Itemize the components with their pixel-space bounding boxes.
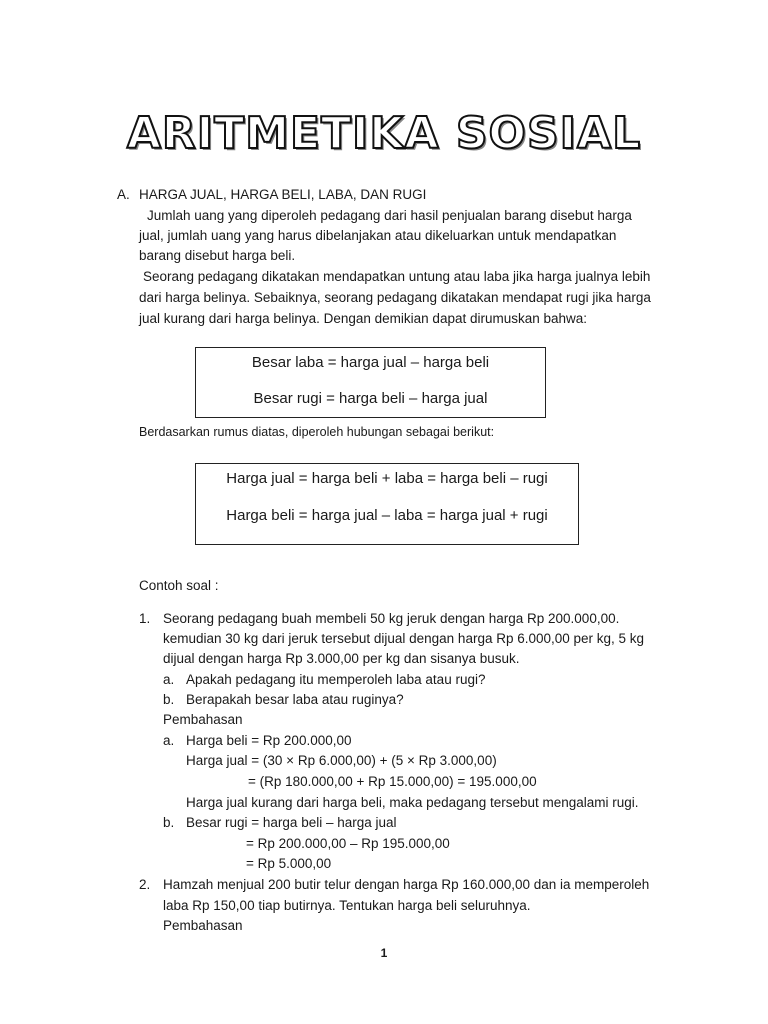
problem-2-line: Hamzah menjual 200 butir telur dengan harga Rp 160.000,00 dan ia memperoleh	[163, 877, 650, 892]
solution-a-line: Harga jual kurang dari harga beli, maka pedagang tersebut mengalami rugi.	[186, 795, 639, 810]
section-a-marker: A.	[117, 187, 130, 202]
solution-label: Pembahasan	[163, 918, 243, 933]
problem-1-line: dijual dengan harga Rp 3.000,00 per kg dan sisanya busuk.	[163, 651, 520, 666]
question-b: Berapakah besar laba atau ruginya?	[186, 692, 404, 707]
paragraph-line: Jumlah uang yang diperoleh pedagang dari hasil penjualan barang disebut harga	[147, 208, 632, 223]
examples-heading: Contoh soal :	[139, 578, 219, 593]
question-b-marker: b.	[163, 692, 175, 707]
formula-rugi: Besar rugi = harga beli – harga jual	[253, 390, 488, 407]
section-a-heading: HARGA JUAL, HARGA BELI, LABA, DAN RUGI	[139, 187, 427, 202]
formula-harga-jual: Harga jual = harga beli + laba = harga beli – rugi	[226, 470, 548, 487]
problem-1-number: 1.	[139, 611, 151, 626]
question-a-marker: a.	[163, 672, 175, 687]
problem-1-line: kemudian 30 kg dari jeruk tersebut dijual dengan harga Rp 6.000,00 per kg, 5 kg	[163, 631, 645, 646]
formula-harga-beli: Harga beli = harga jual – laba = harga jual + rugi	[226, 507, 548, 524]
paragraph-line: Seorang pedagang dikatakan mendapatkan untung atau laba jika harga jualnya lebih	[143, 269, 651, 284]
formula-box-harga	[195, 463, 579, 545]
paragraph-line: jual, jumlah uang yang harus dibelanjakan atau dikeluarkan untuk mendapatkan	[139, 228, 617, 243]
page-number: 1	[380, 946, 388, 960]
formula-box-laba-rugi	[195, 347, 546, 418]
paragraph-line: barang disebut harga beli.	[139, 248, 296, 263]
problem-1-line: Seorang pedagang buah membeli 50 kg jeruk dengan harga Rp 200.000,00.	[163, 611, 620, 626]
solution-label: Pembahasan	[163, 712, 243, 727]
solution-b-marker: b.	[163, 815, 175, 830]
bridge-text: Berdasarkan rumus diatas, diperoleh hubungan sebagai berikut:	[139, 425, 495, 439]
question-a: Apakah pedagang itu memperoleh laba atau rugi?	[186, 672, 486, 687]
solution-a-line: Harga beli = Rp 200.000,00	[186, 733, 352, 748]
solution-b-line: = Rp 5.000,00	[246, 856, 332, 871]
paragraph-line: jual kurang dari harga belinya. Dengan demikian dapat dirumuskan bahwa:	[139, 311, 588, 326]
solution-b-line: = Rp 200.000,00 – Rp 195.000,00	[246, 836, 450, 851]
paragraph-line: dari harga belinya. Sebaiknya, seorang pedagang dikatakan mendapat rugi jika harga	[139, 290, 651, 305]
problem-2-number: 2.	[139, 877, 151, 892]
solution-a-line: = (Rp 180.000,00 + Rp 15.000,00) = 195.000,00	[248, 774, 537, 789]
solution-a-line: Harga jual = (30 × Rp 6.000,00) + (5 × Rp 3.000,00)	[186, 753, 497, 768]
problem-2-line: laba Rp 150,00 tiap butirnya. Tentukan harga beli seluruhnya.	[163, 898, 531, 913]
formula-laba: Besar laba = harga jual – harga beli	[251, 354, 490, 371]
solution-a-marker: a.	[163, 733, 175, 748]
page-title: ARITMETIKA SOSIAL	[126, 108, 642, 159]
solution-b-line: Besar rugi = harga beli – harga jual	[186, 815, 397, 830]
